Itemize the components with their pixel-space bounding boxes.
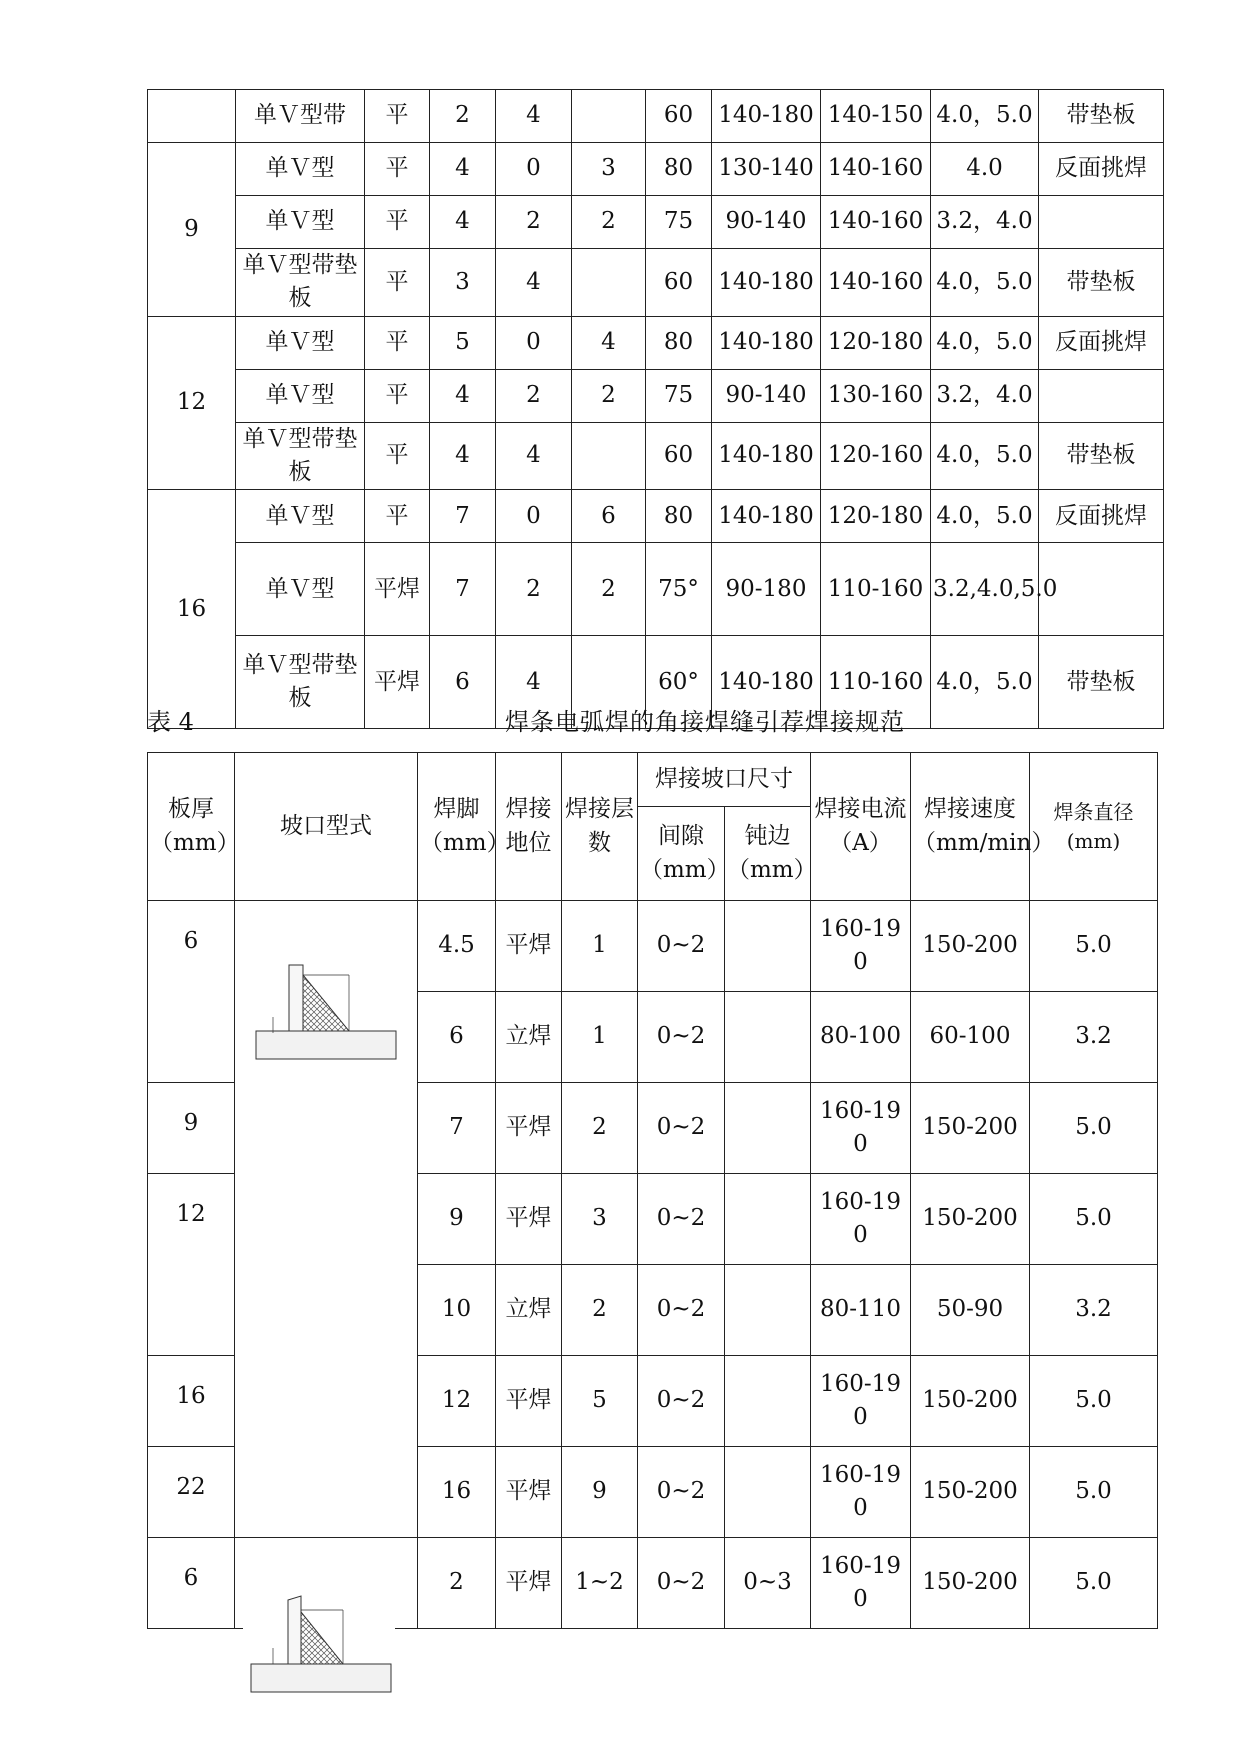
cell-dia: 5.0 [1030, 1174, 1158, 1265]
cell-dia: 4.0，5.0 [931, 316, 1039, 369]
cell-gap: 0~2 [638, 1447, 725, 1538]
cell-current: 80-110 [811, 1265, 911, 1356]
cell-current: 140-180 [712, 316, 821, 369]
cell-layers: 4 [430, 422, 496, 490]
cell-blunt [572, 422, 646, 490]
cell-gap: 2 [496, 543, 572, 636]
cell-gap: 0~2 [638, 992, 725, 1083]
cell-blunt [725, 1356, 811, 1447]
cell-speed: 110-160 [821, 543, 931, 636]
cell-groove: 单Ｖ型带垫板 [236, 636, 365, 729]
cell-current: 90-180 [712, 543, 821, 636]
table-row [148, 901, 1158, 992]
cell-current: 160-190 [811, 1538, 911, 1629]
fillet-weld-spec-table [147, 752, 1158, 1629]
cell-dia: 5.0 [1030, 1447, 1158, 1538]
header-position: 焊接地位 [496, 753, 562, 901]
cell-position: 平 [365, 422, 430, 490]
cell-groove: 单Ｖ型 [236, 490, 365, 543]
cell-groove-diagram [235, 901, 418, 1538]
table-row [148, 490, 1164, 543]
cell-note: 带垫板 [1039, 249, 1164, 317]
cell-blunt: 6 [572, 490, 646, 543]
cell-thickness [148, 90, 236, 143]
cell-position: 平 [365, 316, 430, 369]
cell-blunt [572, 249, 646, 317]
cell-angle: 60 [646, 249, 712, 317]
cell-position: 平 [365, 90, 430, 143]
cell-current: 160-190 [811, 1447, 911, 1538]
header-gap: 间隙（mm） [638, 807, 725, 901]
cell-dia: 3.2，4.0 [931, 369, 1039, 422]
cell-dia: 4.0，5.0 [931, 636, 1039, 729]
cell-speed: 130-160 [821, 369, 931, 422]
cell-layers: 7 [430, 543, 496, 636]
cell-layers: 3 [430, 249, 496, 317]
cell-blunt: 2 [572, 543, 646, 636]
cell-groove: 单Ｖ型带垫板 [236, 249, 365, 317]
cell-angle: 75 [646, 369, 712, 422]
cell-speed: 120-180 [821, 490, 931, 543]
table-row [148, 422, 1164, 490]
table-row [148, 543, 1164, 636]
header-groove: 坡口型式 [235, 753, 418, 901]
cell-position: 平焊 [365, 636, 430, 729]
table-row [148, 316, 1164, 369]
cell-position: 平焊 [365, 543, 430, 636]
cell-dia: 5.0 [1030, 901, 1158, 992]
cell-layers: 9 [562, 1447, 638, 1538]
cell-speed: 110-160 [821, 636, 931, 729]
cell-leg: 7 [418, 1083, 496, 1174]
cell-thickness: 12 [148, 1174, 235, 1356]
cell-current: 160-190 [811, 1356, 911, 1447]
cell-position: 平焊 [496, 1356, 562, 1447]
cell-gap: 4 [496, 422, 572, 490]
cell-groove: 单Ｖ型 [236, 543, 365, 636]
cell-thickness: 16 [148, 1356, 235, 1447]
cell-groove: 单Ｖ型 [236, 143, 365, 196]
cell-layers: 5 [430, 316, 496, 369]
cell-dia: 5.0 [1030, 1356, 1158, 1447]
cell-current: 130-140 [712, 143, 821, 196]
cell-gap: 0~2 [638, 1538, 725, 1629]
cell-position: 立焊 [496, 1265, 562, 1356]
cell-angle: 80 [646, 490, 712, 543]
cell-current: 140-180 [712, 249, 821, 317]
cell-note: 带垫板 [1039, 422, 1164, 490]
table-row [148, 143, 1164, 196]
cell-leg: 10 [418, 1265, 496, 1356]
header-layers: 焊接层数 [562, 753, 638, 901]
cell-blunt: 4 [572, 316, 646, 369]
cell-speed: 140-160 [821, 196, 931, 249]
cell-speed: 150-200 [911, 1356, 1030, 1447]
cell-groove: 单Ｖ型带 [236, 90, 365, 143]
cell-layers: 2 [562, 1265, 638, 1356]
cell-gap: 4 [496, 249, 572, 317]
cell-gap: 2 [496, 196, 572, 249]
cell-gap: 0 [496, 316, 572, 369]
cell-blunt [725, 901, 811, 992]
cell-blunt: 2 [572, 196, 646, 249]
cell-blunt [725, 1083, 811, 1174]
cell-gap: 0~2 [638, 1356, 725, 1447]
cell-note [1039, 369, 1164, 422]
cell-speed: 150-200 [911, 1538, 1030, 1629]
cell-blunt: 2 [572, 369, 646, 422]
header-speed: 焊接速度（mm/min） [911, 753, 1030, 901]
cell-position: 立焊 [496, 992, 562, 1083]
cell-dia: 5.0 [1030, 1538, 1158, 1629]
cell-thickness: 12 [148, 316, 236, 490]
cell-current: 140-180 [712, 636, 821, 729]
cell-speed: 150-200 [911, 1083, 1030, 1174]
cell-leg: 6 [418, 992, 496, 1083]
cell-groove: 单Ｖ型 [236, 196, 365, 249]
cell-position: 平焊 [496, 1538, 562, 1629]
cell-position: 平 [365, 249, 430, 317]
cell-groove: 单Ｖ型 [236, 369, 365, 422]
cell-current: 140-180 [712, 422, 821, 490]
cell-position: 平 [365, 196, 430, 249]
cell-note [1039, 543, 1164, 636]
header-groove-size: 焊接坡口尺寸 [638, 753, 811, 807]
cell-thickness: 22 [148, 1447, 235, 1538]
header-thickness: 板厚（mm） [148, 753, 235, 901]
cell-current: 160-190 [811, 901, 911, 992]
cell-blunt: 3 [572, 143, 646, 196]
cell-speed: 120-160 [821, 422, 931, 490]
cell-layers: 1 [562, 901, 638, 992]
cell-position: 平焊 [496, 1174, 562, 1265]
cell-thickness: 6 [148, 1538, 235, 1629]
cell-blunt: 0~3 [725, 1538, 811, 1629]
cell-layers: 2 [430, 90, 496, 143]
cell-current: 140-180 [712, 490, 821, 543]
beveled-fillet-weld-diagram [243, 1590, 395, 1710]
cell-speed: 60-100 [911, 992, 1030, 1083]
cell-layers: 7 [430, 490, 496, 543]
cell-note: 带垫板 [1039, 636, 1164, 729]
cell-layers: 4 [430, 196, 496, 249]
cell-dia: 4.0，5.0 [931, 422, 1039, 490]
cell-leg: 2 [418, 1538, 496, 1629]
cell-blunt [572, 90, 646, 143]
cell-leg: 4.5 [418, 901, 496, 992]
cell-speed: 140-160 [821, 143, 931, 196]
header-dia: 焊条直径(mm) [1030, 753, 1158, 901]
table-row [148, 249, 1164, 317]
cell-dia: 3.2 [1030, 1265, 1158, 1356]
cell-position: 平 [365, 490, 430, 543]
cell-thickness: 6 [148, 901, 235, 1083]
cell-gap: 0 [496, 143, 572, 196]
cell-layers: 5 [562, 1356, 638, 1447]
cell-angle: 75 [646, 196, 712, 249]
cell-leg: 16 [418, 1447, 496, 1538]
cell-layers: 1 [562, 992, 638, 1083]
cell-dia: 3.2 [1030, 992, 1158, 1083]
cell-note: 反面挑焊 [1039, 490, 1164, 543]
cell-current: 160-190 [811, 1083, 911, 1174]
cell-speed: 140-160 [821, 249, 931, 317]
cell-layers: 1~2 [562, 1538, 638, 1629]
cell-position: 平焊 [496, 1447, 562, 1538]
cell-note: 反面挑焊 [1039, 316, 1164, 369]
cell-position: 平 [365, 143, 430, 196]
cell-blunt [725, 1447, 811, 1538]
cell-angle: 60 [646, 90, 712, 143]
cell-dia: 3.2,4.0,5.0 [931, 543, 1039, 636]
cell-gap: 2 [496, 369, 572, 422]
cell-current: 90-140 [712, 196, 821, 249]
cell-angle: 75° [646, 543, 712, 636]
cell-gap: 0~2 [638, 1265, 725, 1356]
cell-layers: 4 [430, 143, 496, 196]
cell-note [1039, 196, 1164, 249]
cell-groove: 单Ｖ型带垫板 [236, 422, 365, 490]
cell-speed: 150-200 [911, 1174, 1030, 1265]
cell-dia: 4.0 [931, 143, 1039, 196]
cell-note: 带垫板 [1039, 90, 1164, 143]
cell-blunt [725, 992, 811, 1083]
cell-gap: 4 [496, 90, 572, 143]
table-row [148, 369, 1164, 422]
fillet-weld-diagram [251, 961, 401, 1076]
cell-angle: 80 [646, 316, 712, 369]
cell-layers: 6 [430, 636, 496, 729]
cell-current: 90-140 [712, 369, 821, 422]
cell-layers: 4 [430, 369, 496, 422]
cell-blunt [725, 1265, 811, 1356]
cell-position: 平焊 [496, 901, 562, 992]
cell-angle: 60° [646, 636, 712, 729]
cell-gap: 0~2 [638, 1083, 725, 1174]
table-row [148, 90, 1164, 143]
cell-note: 反面挑焊 [1039, 143, 1164, 196]
header-blunt: 钝边（mm） [725, 807, 811, 901]
cell-angle: 60 [646, 422, 712, 490]
cell-thickness: 9 [148, 143, 236, 317]
cell-angle: 80 [646, 143, 712, 196]
cell-position: 平焊 [496, 1083, 562, 1174]
cell-speed: 50-90 [911, 1265, 1030, 1356]
cell-gap: 0 [496, 490, 572, 543]
cell-speed: 140-150 [821, 90, 931, 143]
cell-dia: 4.0，5.0 [931, 249, 1039, 317]
butt-weld-spec-table [147, 89, 1164, 729]
cell-speed: 120-180 [821, 316, 931, 369]
cell-dia: 5.0 [1030, 1083, 1158, 1174]
cell-groove: 单Ｖ型 [236, 316, 365, 369]
cell-leg: 9 [418, 1174, 496, 1265]
cell-current: 140-180 [712, 90, 821, 143]
cell-dia: 3.2，4.0 [931, 196, 1039, 249]
cell-speed: 150-200 [911, 901, 1030, 992]
table4-label: 表 4 [147, 708, 194, 736]
cell-layers: 3 [562, 1174, 638, 1265]
cell-gap: 4 [496, 636, 572, 729]
cell-dia: 4.0，5.0 [931, 490, 1039, 543]
table4-title: 焊条电弧焊的角接焊缝引荐焊接规范 [505, 708, 905, 736]
cell-position: 平 [365, 369, 430, 422]
cell-speed: 150-200 [911, 1447, 1030, 1538]
cell-thickness: 9 [148, 1083, 235, 1174]
header-leg: 焊脚（mm） [418, 753, 496, 901]
cell-gap: 0~2 [638, 901, 725, 992]
header-current: 焊接电流（A） [811, 753, 911, 901]
cell-dia: 4.0，5.0 [931, 90, 1039, 143]
cell-thickness: 16 [148, 490, 236, 729]
cell-current: 80-100 [811, 992, 911, 1083]
cell-gap: 0~2 [638, 1174, 725, 1265]
cell-blunt [725, 1174, 811, 1265]
cell-leg: 12 [418, 1356, 496, 1447]
cell-current: 160-190 [811, 1174, 911, 1265]
cell-layers: 2 [562, 1083, 638, 1174]
table-row [148, 196, 1164, 249]
